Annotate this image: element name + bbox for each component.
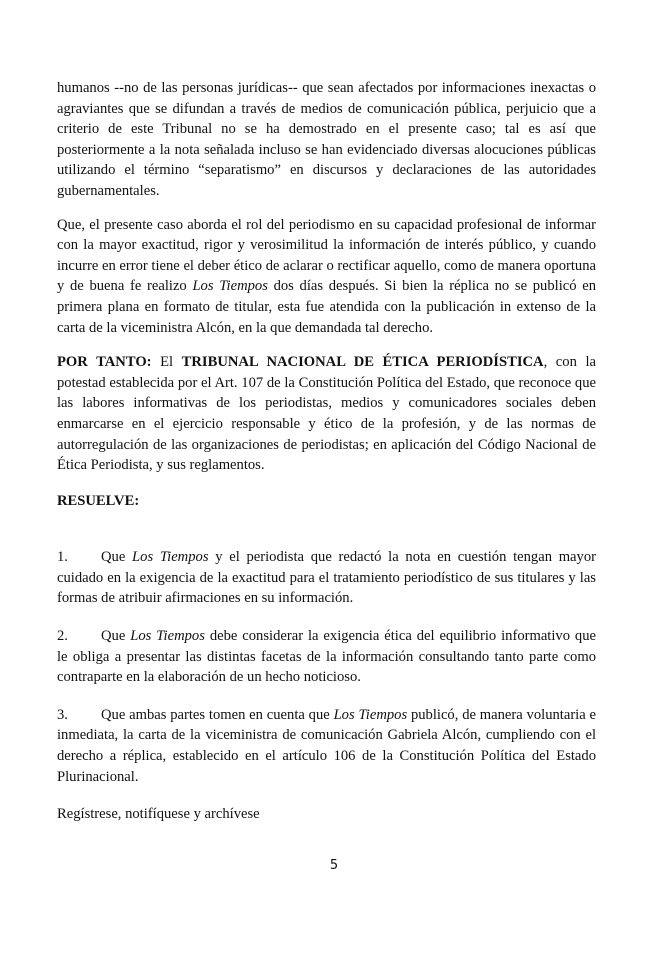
resolution-item-2 bbox=[57, 626, 596, 688]
closing-line: Regístrese, notifíquese y archívese bbox=[57, 806, 260, 823]
item-text: Que bbox=[101, 628, 131, 645]
paragraph-text: El bbox=[151, 354, 182, 371]
item-text: Que ambas partes tomen en cuenta que bbox=[101, 706, 334, 723]
tribunal-name: TRIBUNAL NACIONAL DE ÉTICA PERIODÍSTICA bbox=[181, 354, 544, 371]
document-page bbox=[57, 78, 596, 825]
item-text: debe considerar la exigencia ética del equilibrio informativo que le obliga a presentar las distintas facetas de la información consultando tanto parte como contraparte en la elaboración de un hecho noticioso. bbox=[57, 628, 596, 686]
item-number: 1. bbox=[57, 549, 68, 566]
resolution-item-1 bbox=[57, 547, 596, 609]
page-number: 5 bbox=[329, 858, 339, 873]
por-tanto-lead: POR TANTO: bbox=[57, 354, 152, 371]
newspaper-name: Los Tiempos bbox=[192, 278, 268, 295]
paragraph-text: , con la potestad establecida por el Art. 107 de la Constitución Política del Estado, que reconoce que las labores informativas de los periodistas, medios y comunicadores sociales deben enmarcarse en el ejercicio responsable y ético de la profesión, y de las normas de autorregulación de las organizaciones de periodistas; en aplicación del Código Nacional de Ética Periodista, y sus reglamentos. bbox=[57, 354, 596, 474]
newspaper-name: Los Tiempos bbox=[333, 706, 408, 723]
paragraph-por-tanto bbox=[57, 352, 596, 476]
item-number: 3. bbox=[57, 706, 68, 723]
item-text: y el periodista que redactó la nota en cuestión tengan mayor cuidado en la exigencia de la exactitud para el tratamiento periodístico de sus titulares y las formas de atribuir afirmaciones en su información. bbox=[57, 549, 596, 607]
newspaper-name: Los Tiempos bbox=[132, 549, 209, 566]
paragraph-rights-context: humanos --no de las personas jurídicas-- que sean afectados por informaciones inexactas o agraviantes que se difundan a través de medios de comunicación pública, perjuicio que a criterio de este Tribunal no se ha demostrado en el presente caso; tal es así que posteriormente a la nota señalada incluso se han evidenciado diversas alocuciones públicas utilizando el término “separatismo” en discursos y declaraciones de las autoridades gubernamentales. bbox=[57, 80, 596, 199]
item-text: Que bbox=[101, 549, 133, 566]
resolution-item-3 bbox=[57, 705, 596, 787]
item-number: 2. bbox=[57, 628, 68, 645]
paragraph-text: Que, el presente caso aborda el rol del periodismo en su capacidad profesional de informar con la mayor exactitud, rigor y verosimilitud la información de interés público, y cuando incurre en error tiene el deber ético de aclarar o rectificar aquello, como de manera oportuna y de buena fe realizo bbox=[57, 216, 596, 295]
newspaper-name: Los Tiempos bbox=[130, 628, 205, 645]
paragraph-text: dos días después. Si bien la réplica no se publicó en primera plana en formato de titular, esta fue atendida con la publicación in extenso de la carta de la viceministra Alcón, en la que demandada tal derecho. bbox=[57, 278, 596, 336]
resolution-heading: RESUELVE: bbox=[57, 492, 140, 509]
paragraph-journalism-role bbox=[57, 215, 596, 339]
item-text: publicó, de manera voluntaria e inmediata, la carta de la viceministra de comunicación Gabriela Alcón, cumpliendo con el derecho a réplica, establecido en el artículo 106 de la Constitución Política del Estado Plurinacional. bbox=[57, 706, 596, 785]
